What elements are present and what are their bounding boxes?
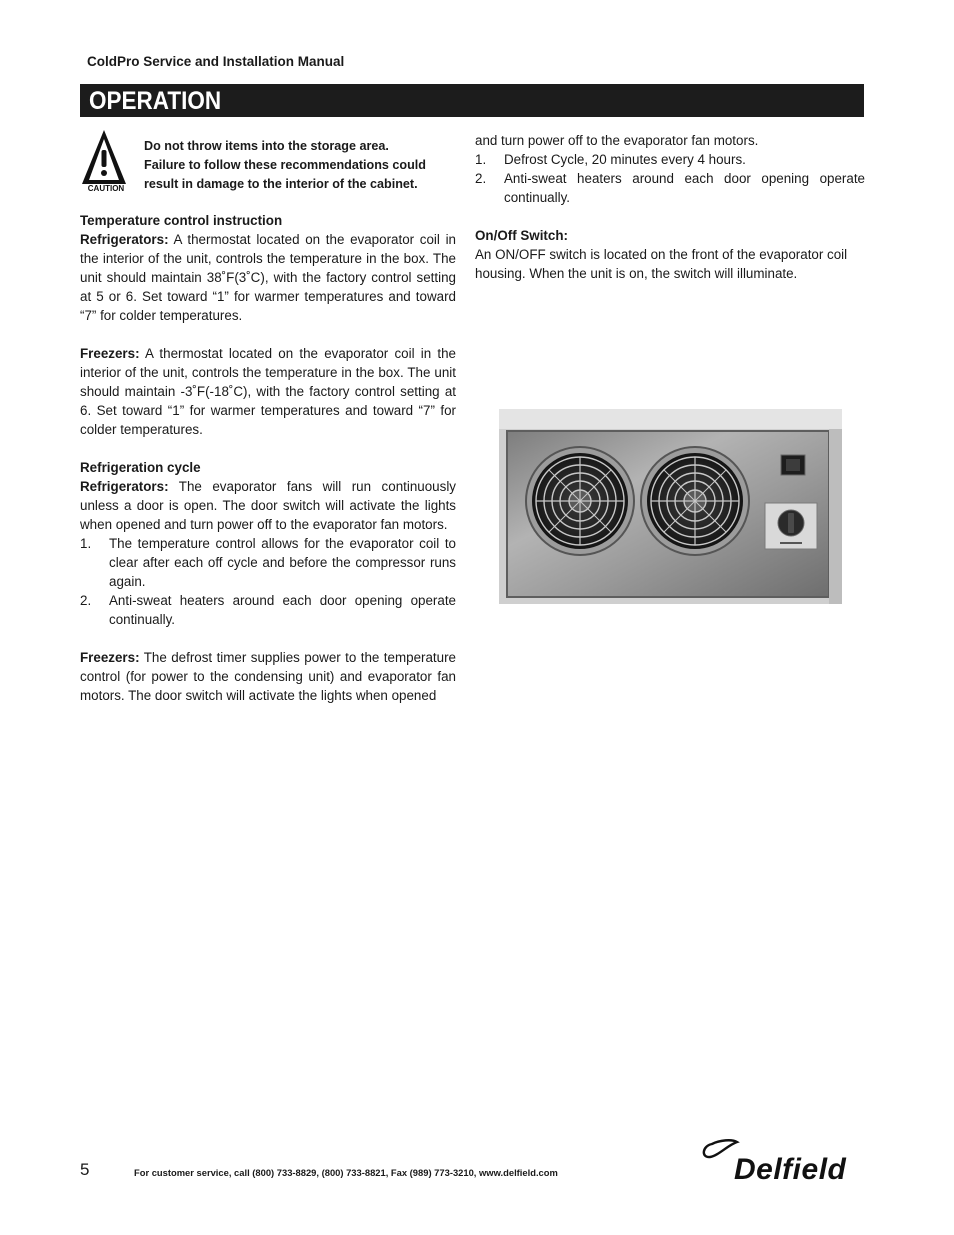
list-number: 2. <box>80 593 92 608</box>
caution-icon-label: CAUTION <box>87 184 125 193</box>
freezers-thermostat-text: A thermostat located on the evaporator coil in the interior of the unit, controls the temperature in the box. The unit should maintain -3˚F(-18˚C), with the factory control setting at 6. Set toward “1” for warmer temperatures and toward “7” for colder temperatures. <box>80 346 456 437</box>
list-item <box>80 534 456 591</box>
right-column <box>475 131 865 283</box>
freezers-cycle-list <box>475 150 865 207</box>
refrigerators-cycle-list <box>80 534 456 629</box>
on-off-switch-heading: On/Off Switch: <box>475 228 568 243</box>
section-title: OPERATION <box>89 87 222 115</box>
list-item <box>475 150 865 169</box>
brand-name: Delfield <box>734 1153 847 1182</box>
refrigeration-cycle-heading: Refrigeration cycle <box>80 460 201 475</box>
left-column <box>80 211 456 705</box>
list-number: 2. <box>475 171 487 186</box>
refrigerators-thermostat-text: A thermostat located on the evaporator coil in the interior of the unit, controls the temperature in the box. The unit should maintain 38˚F(3˚C), with the factory control setting at 5 or 6. Set toward “1” for warmer temperatures and toward “7” for colder temperatures. <box>80 232 456 323</box>
evaporator-housing-photo <box>499 409 842 604</box>
refrigerators-cycle-paragraph <box>80 477 456 534</box>
list-number: 1. <box>475 152 487 167</box>
list-text: The temperature control allows for the evaporator coil to clear after each off cycle and before the compressor runs again. <box>109 536 456 589</box>
caution-icon <box>80 128 132 194</box>
manual-title: ColdPro Service and Installation Manual <box>87 54 345 69</box>
power-switch-icon <box>781 455 805 475</box>
caution-message <box>144 137 459 194</box>
refrigerators-label: Refrigerators: <box>80 479 169 494</box>
refrigerators-cycle-text: The evaporator fans will run continuously unless a door is open. The door switch will activate the lights when opened and turn power off to the evaporator fan motors. <box>80 479 456 532</box>
on-off-switch-text: An ON/OFF switch is located on the front of the evaporator coil housing. When the unit is on, the switch will illuminate. <box>475 247 848 281</box>
refrigerators-thermostat-paragraph <box>80 230 456 325</box>
temperature-control-heading: Temperature control instruction <box>80 213 283 228</box>
freezers-thermostat-paragraph <box>80 344 456 439</box>
freezers-cycle-continued: and turn power off to the evaporator fan motors. <box>475 133 759 148</box>
list-text: Anti-sweat heaters around each door opening operate continually. <box>109 593 456 627</box>
refrigerators-label: Refrigerators: <box>80 232 169 247</box>
freezers-label: Freezers: <box>80 650 140 665</box>
caution-line: Do not throw items into the storage area. <box>144 139 389 153</box>
freezers-cycle-paragraph <box>80 648 456 705</box>
page-number: 5 <box>80 1160 90 1179</box>
caution-line: result in damage to the interior of the cabinet. <box>144 177 418 191</box>
list-item <box>475 169 865 207</box>
thermostat-dial-icon <box>765 503 817 549</box>
delfield-logo <box>698 1136 876 1182</box>
fan-right-icon <box>641 447 749 555</box>
customer-service-contact: For customer service, call (800) 733-8829, (800) 733-8821, Fax (989) 773-3210, www.delfield.com <box>134 1167 558 1178</box>
list-text: Anti-sweat heaters around each door opening operate continually. <box>504 171 865 205</box>
freezers-label: Freezers: <box>80 346 140 361</box>
list-number: 1. <box>80 536 92 551</box>
freezers-cycle-text: The defrost timer supplies power to the temperature control (for power to the condensing unit) and evaporator fan motors. The door switch will activate the lights when opened <box>80 650 456 703</box>
list-item <box>80 591 456 629</box>
section-title-bar <box>80 84 864 117</box>
list-text: Defrost Cycle, 20 minutes every 4 hours. <box>504 152 746 167</box>
fan-left-icon <box>526 447 634 555</box>
caution-line: Failure to follow these recommendations could <box>144 158 427 172</box>
